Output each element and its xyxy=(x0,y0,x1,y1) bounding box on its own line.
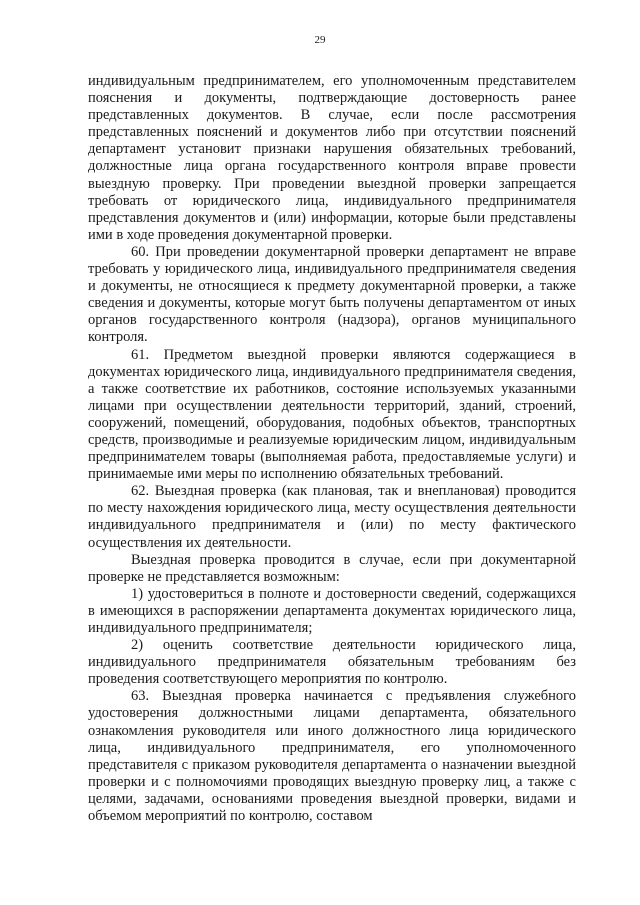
paragraph-62-item-1: 1) удостовериться в полноте и достоверности сведений, содержащихся в имеющихся в распоряжении департамента документах юридического лица, индивидуального предпринимателя; xyxy=(88,585,576,636)
paragraph-62-item-2: 2) оценить соответствие деятельности юридического лица, индивидуального предпринимателя обязательным требованиям без проведения соответствующего мероприятия по контролю. xyxy=(88,637,576,688)
paragraph-61: 61. Предметом выездной проверки являются содержащиеся в документах юридического лица, индивидуального предпринимателя сведения, а также соответствие их работников, состояние используемых указанными лицами при осуществлении деятельности территорий, зданий, строений, сооружений, помещений, оборудования, подобных объектов, транспортных средств, производимые и реализуемые юридическим лицом, индивидуальным предпринимателем товары (выполняемая работа, предоставляемые услуги) и принимаемые ими меры по исполнению обязательных требований. xyxy=(88,346,576,483)
document-body xyxy=(88,73,576,825)
page-number: 29 xyxy=(314,34,326,46)
paragraph-63: 63. Выездная проверка начинается с предъявления служебного удостоверения должностными лицами департамента, обязательного ознакомления руководителя или иного должностного лица юридического лица, индивидуального предпринимателя, его уполномоченного представителя с приказом руководителя департамента о назначении выездной проверки и с полномочиями проводящих выездную проверку лиц, а также с целями, задачами, основаниями проведения выездной проверки, видами и объемом мероприятий по контролю, составом xyxy=(88,688,576,825)
paragraph-62-condition: Выездная проверка проводится в случае, если при документарной проверке не представляется возможным: xyxy=(88,551,576,585)
paragraph-62: 62. Выездная проверка (как плановая, так и внеплановая) проводится по месту нахождения юридического лица, месту осуществления деятельности индивидуального предпринимателя и (или) по месту фактического осуществления их деятельности. xyxy=(88,483,576,551)
paragraph-continuation: индивидуальным предпринимателем, его уполномоченным представителем пояснения и документы, подтверждающие достоверность ранее представленных документов. В случае, если после рассмотрения представленных пояснений и документов либо при отсутствии пояснений департамент установит признаки нарушения обязательных требований, должностные лица органа государственного контроля вправе провести выездную проверку. При проведении выездной проверки запрещается требовать от юридического лица, индивидуального предпринимателя представления документов и (или) информации, которые были представлены ими в ходе проведения документарной проверки. xyxy=(88,73,576,243)
paragraph-60: 60. При проведении документарной проверки департамент не вправе требовать у юридического лица, индивидуального предпринимателя сведения и документы, не относящиеся к предмету документарной проверки, а также сведения и документы, которые могут быть получены департаментом от иных органов государственного контроля (надзора), органов муниципального контроля. xyxy=(88,243,576,346)
